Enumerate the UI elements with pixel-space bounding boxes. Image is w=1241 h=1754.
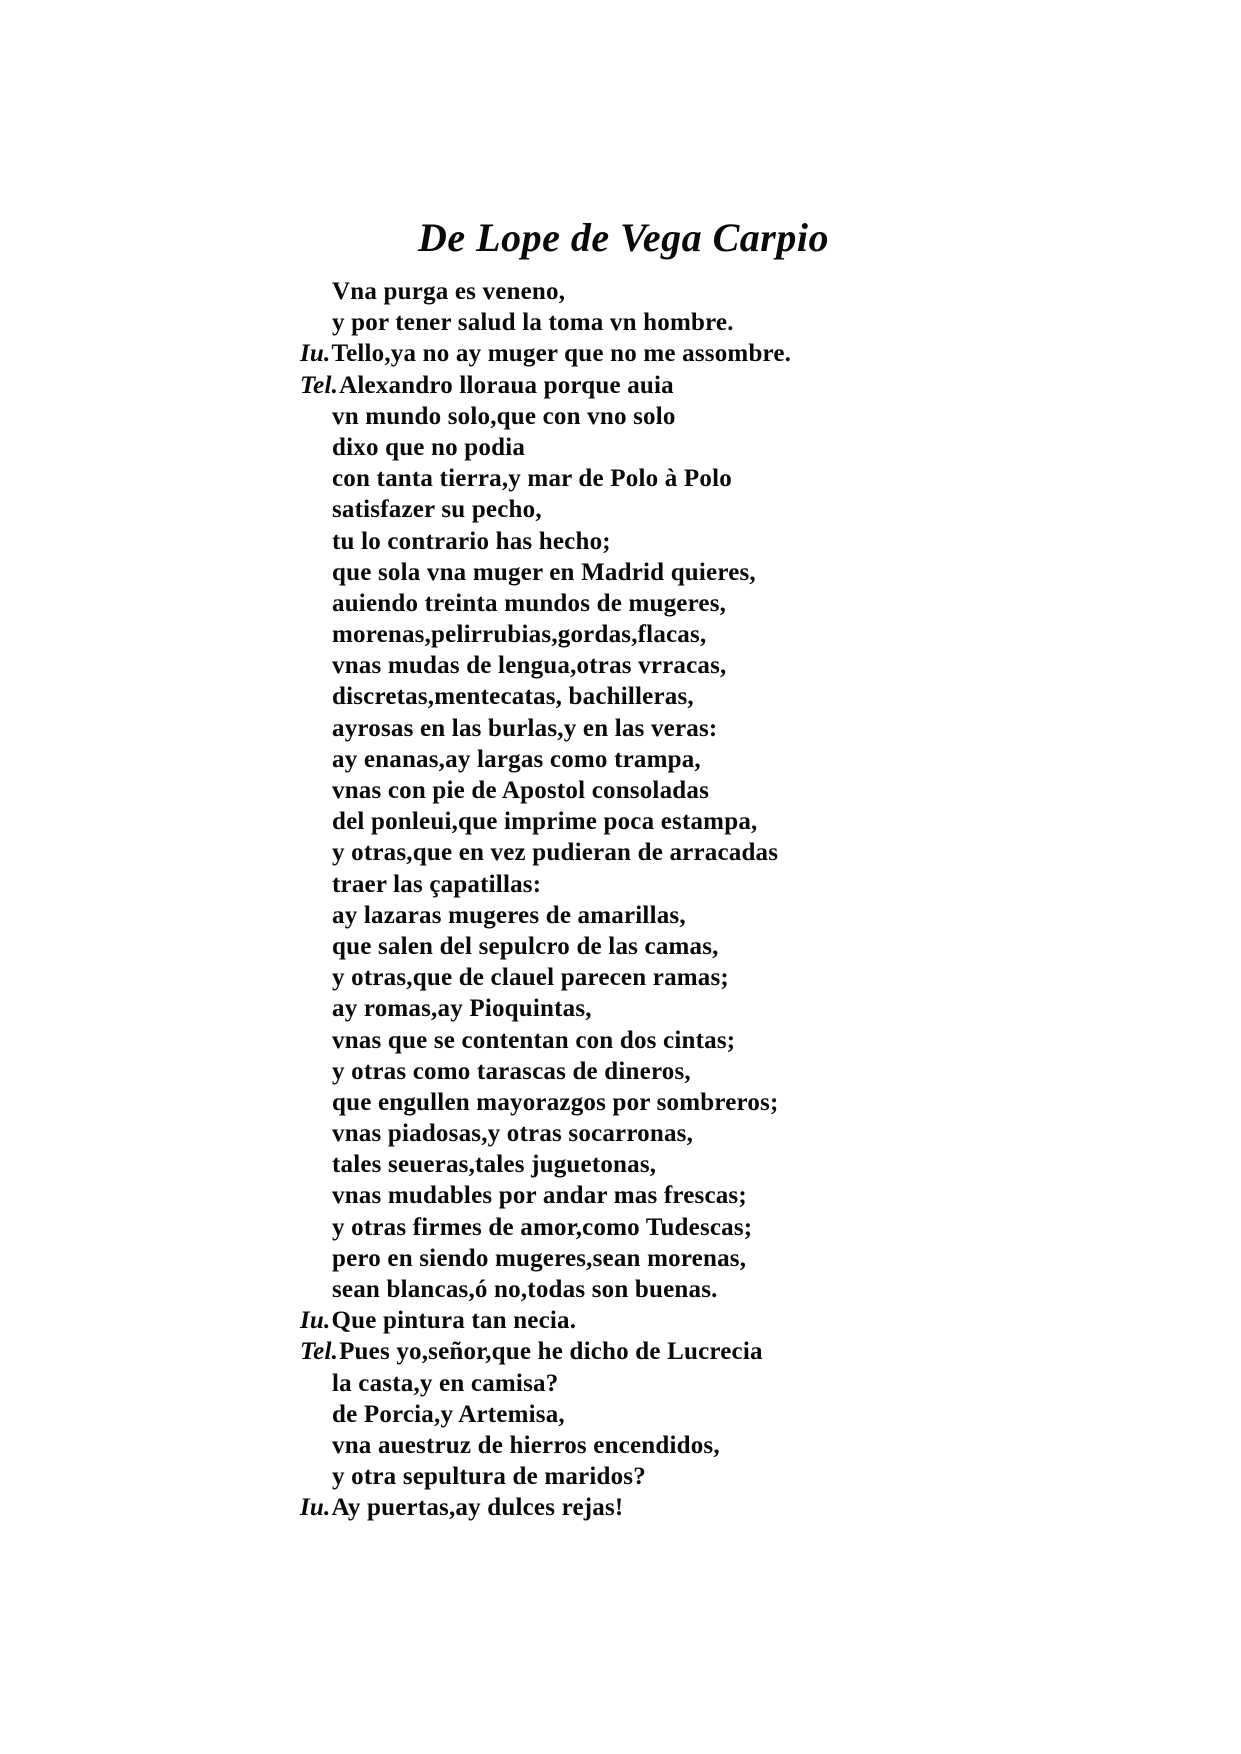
speaker-label: Tel.	[300, 1338, 339, 1366]
line-text: tales seueras,tales juguetonas,	[332, 1151, 657, 1179]
line-text: auiendo treinta mundos de mugeres,	[332, 589, 727, 617]
verse-text-block	[300, 276, 860, 1524]
line-text: la casta,y en camisa?	[332, 1369, 559, 1397]
verse-line	[300, 806, 860, 837]
verse-line	[300, 1461, 860, 1492]
verse-line	[300, 1118, 860, 1149]
verse-line	[300, 307, 860, 338]
verse-line	[300, 1368, 860, 1399]
line-text: y otras firmes de amor,como Tudescas;	[332, 1213, 753, 1241]
line-text: ay enanas,ay largas como trampa,	[332, 745, 701, 773]
verse-line	[300, 1399, 860, 1430]
verse-line	[300, 713, 860, 744]
verse-line	[300, 463, 860, 494]
verse-line	[300, 1025, 860, 1056]
verse-line	[300, 276, 860, 307]
line-text: tu lo contrario has hecho;	[332, 527, 611, 555]
speaker-label: Iu.	[300, 1307, 331, 1335]
verse-line	[300, 1336, 860, 1367]
line-text: sean blancas,ó no,todas son buenas.	[332, 1276, 718, 1303]
speaker-label: Iu.	[300, 340, 331, 368]
line-text: y por tener salud la toma vn hombre.	[332, 309, 734, 337]
verse-line	[300, 1430, 860, 1461]
line-text: ay lazaras mugeres de amarillas,	[332, 901, 686, 929]
verse-line	[300, 1056, 860, 1087]
verse-line	[300, 681, 860, 712]
line-text: dixo que no podia	[332, 433, 526, 461]
line-text: morenas,pelirrubias,gordas,flacas,	[332, 621, 707, 649]
verse-line	[300, 557, 860, 588]
verse-line	[300, 837, 860, 868]
line-text: del ponleui,que imprime poca estampa,	[332, 808, 758, 836]
line-text: vnas que se contentan con dos cintas;	[332, 1026, 736, 1054]
line-text: Pues yo,señor,que he dicho de Lucrecia	[339, 1338, 763, 1366]
verse-line	[300, 900, 860, 931]
line-text: vna auestruz de hierros encendidos,	[332, 1431, 720, 1459]
verse-line	[300, 650, 860, 681]
verse-line	[300, 1274, 860, 1305]
line-text: con tanta tierra,y mar de Polo à Polo	[332, 465, 732, 493]
line-text: pero en siendo mugeres,sean morenas,	[332, 1244, 747, 1272]
verse-line	[300, 1492, 860, 1523]
verse-line	[300, 1087, 860, 1118]
line-text: Vna purga es veneno,	[332, 278, 566, 305]
verse-line	[300, 432, 860, 463]
line-text: traer las çapatillas:	[332, 870, 542, 898]
line-text: vn mundo solo,que con vno solo	[332, 402, 676, 430]
line-text: vnas con pie de Apostol consoladas	[332, 777, 710, 804]
verse-line	[300, 1243, 860, 1274]
verse-line	[300, 931, 860, 962]
line-text: satisfazer su pecho,	[332, 496, 542, 524]
verse-line	[300, 993, 860, 1024]
line-text: y otras como tarascas de dineros,	[332, 1057, 691, 1085]
verse-line	[300, 619, 860, 650]
verse-line	[300, 1212, 860, 1243]
line-text: vnas piadosas,y otras socarronas,	[332, 1120, 694, 1148]
line-text: ay romas,ay Pioquintas,	[332, 995, 592, 1023]
running-head: De Lope de Vega Carpio	[418, 215, 829, 260]
line-text: y otra sepultura de maridos?	[332, 1463, 646, 1491]
line-text: y otras,que de clauel parecen ramas;	[332, 964, 729, 992]
verse-line	[300, 869, 860, 900]
verse-line	[300, 526, 860, 557]
verse-line	[300, 1149, 860, 1180]
line-text: Ay puertas,ay dulces rejas!	[331, 1494, 624, 1522]
verse-line	[300, 494, 860, 525]
verse-line	[300, 775, 860, 806]
line-text: vnas mudables por andar mas frescas;	[332, 1182, 747, 1210]
verse-line	[300, 744, 860, 775]
line-text: de Porcia,y Artemisa,	[332, 1400, 565, 1428]
verse-line	[300, 370, 860, 401]
line-text: discretas,mentecatas, bachilleras,	[332, 683, 694, 711]
verse-line	[300, 588, 860, 619]
line-text: vnas mudas de lengua,otras vrracas,	[332, 652, 727, 680]
line-text: Que pintura tan necia.	[331, 1307, 577, 1335]
line-text: Tello,ya no ay muger que no me assombre.	[331, 340, 792, 368]
speaker-label: Tel.	[300, 371, 339, 399]
speaker-label: Iu.	[300, 1494, 331, 1522]
line-text: que salen del sepulcro de las camas,	[332, 932, 719, 960]
verse-line	[300, 1305, 860, 1336]
line-text: que engullen mayorazgos por sombreros;	[332, 1088, 779, 1116]
verse-line	[300, 1180, 860, 1211]
verse-line	[300, 962, 860, 993]
verse-line	[300, 338, 860, 369]
line-text: y otras,que en vez pudieran de arracadas	[332, 839, 779, 867]
line-text: ayrosas en las burlas,y en las veras:	[332, 714, 718, 742]
line-text: que sola vna muger en Madrid quieres,	[332, 558, 756, 586]
verse-line	[300, 401, 860, 432]
line-text: Alexandro lloraua porque auia	[339, 371, 674, 399]
